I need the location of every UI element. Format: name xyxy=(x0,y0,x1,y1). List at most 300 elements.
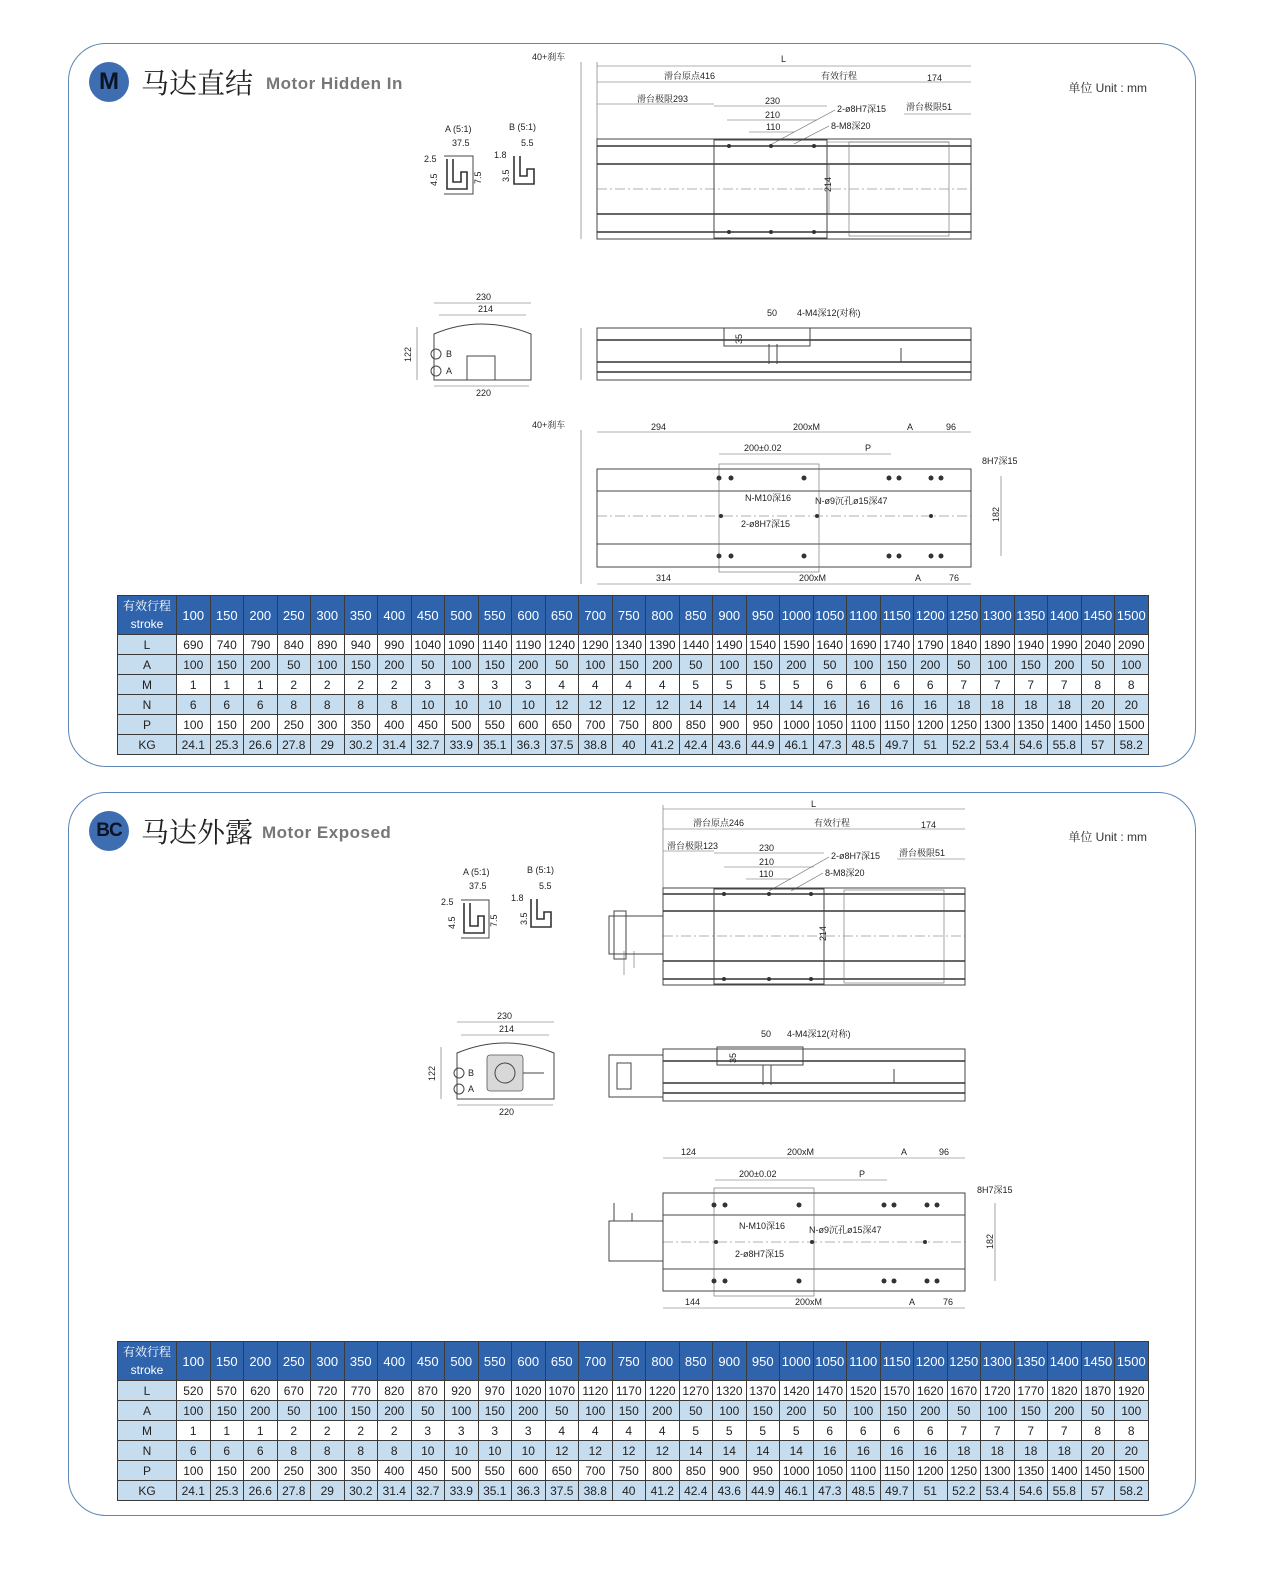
table-cell: 50 xyxy=(947,1401,981,1421)
table-cell: 150 xyxy=(210,715,244,735)
table-cell: 5 xyxy=(679,1421,713,1441)
table-cell: 48.5 xyxy=(847,1481,881,1501)
table-cell: 1290 xyxy=(579,635,613,655)
stroke-value-cell: 1100 xyxy=(847,596,881,635)
dim-314: 314 xyxy=(656,573,672,583)
dim-200-02: 200±0.02 xyxy=(739,1169,777,1179)
table-cell: 500 xyxy=(445,715,479,735)
table-cell: 900 xyxy=(713,1461,747,1481)
table-cell: 1190 xyxy=(512,635,546,655)
stroke-value-cell: 700 xyxy=(579,1342,613,1381)
table-cell: 970 xyxy=(478,1381,512,1401)
table-cell: 150 xyxy=(1014,655,1048,675)
table-cell: 100 xyxy=(177,715,211,735)
table-cell: 40 xyxy=(612,1481,646,1501)
stroke-value-cell: 300 xyxy=(311,596,345,635)
stroke-header-cn: 有效行程 xyxy=(122,599,171,613)
table-cell: 42.4 xyxy=(679,1481,713,1501)
table-cell: 940 xyxy=(344,635,378,655)
table-cell: 1 xyxy=(210,675,244,695)
table-cell: 31.4 xyxy=(378,735,412,755)
table-cell: 850 xyxy=(679,715,713,735)
dim-182: 182 xyxy=(985,1233,995,1249)
table-cell: 54.6 xyxy=(1014,1481,1048,1501)
dim-110: 110 xyxy=(759,869,774,879)
top-view-drawing xyxy=(532,51,971,239)
table-cell: 6 xyxy=(813,675,847,695)
table-cell: 1590 xyxy=(780,635,814,655)
table-cell: 1740 xyxy=(880,635,914,655)
table-cell: 36.3 xyxy=(512,1481,546,1501)
detail-b-dim1: 5.5 xyxy=(539,881,552,891)
table-cell: 2 xyxy=(277,1421,311,1441)
table-cell: 29 xyxy=(311,1481,345,1501)
table-cell: 1500 xyxy=(1115,1461,1149,1481)
dim-200m2: 200xM xyxy=(795,1297,823,1307)
table-cell: 100 xyxy=(177,655,211,675)
table-cell: 42.4 xyxy=(679,735,713,755)
table-cell: 16 xyxy=(813,1441,847,1461)
row-label-cell: M xyxy=(118,1421,177,1441)
table-cell: 18 xyxy=(1048,1441,1082,1461)
table-cell: 6 xyxy=(880,1421,914,1441)
table-cell: 27.8 xyxy=(277,735,311,755)
table-cell: 570 xyxy=(210,1381,244,1401)
table-cell: 2 xyxy=(378,675,412,695)
table-cell: 200 xyxy=(244,715,278,735)
top-view-drawing xyxy=(609,799,965,985)
table-cell: 1770 xyxy=(1014,1381,1048,1401)
table-cell: 10 xyxy=(445,1441,479,1461)
stroke-value-cell: 1350 xyxy=(1014,596,1048,635)
table-cell: 18 xyxy=(1014,695,1048,715)
table-cell: 50 xyxy=(813,1401,847,1421)
table-cell: 200 xyxy=(378,1401,412,1421)
dim-stroke: 有效行程 xyxy=(821,71,858,81)
table-cell: 600 xyxy=(512,715,546,735)
stroke-value-cell: 1150 xyxy=(880,1342,914,1381)
row-label-cell: M xyxy=(118,675,177,695)
table-cell: 26.6 xyxy=(244,1481,278,1501)
table-cell: 10 xyxy=(445,695,479,715)
dim-200m2: 200xM xyxy=(799,573,827,583)
table-cell: 1620 xyxy=(914,1381,948,1401)
table-cell: 53.4 xyxy=(981,735,1015,755)
table-cell: 3 xyxy=(411,675,445,695)
dim-e122: 122 xyxy=(403,346,413,362)
stroke-value-cell: 1300 xyxy=(981,1342,1015,1381)
table-cell: 4 xyxy=(612,675,646,695)
table-cell: 12 xyxy=(646,695,680,715)
table-cell: 10 xyxy=(478,695,512,715)
table-cell: 32.7 xyxy=(411,735,445,755)
stroke-value-cell: 250 xyxy=(277,596,311,635)
table-cell: 1040 xyxy=(411,635,445,655)
stroke-value-cell: 700 xyxy=(579,596,613,635)
dim-A: A xyxy=(901,1147,908,1157)
stroke-value-cell: 350 xyxy=(344,596,378,635)
table-cell: 14 xyxy=(746,695,780,715)
dim-2pin: 2-ø8H7深15 xyxy=(741,519,791,529)
dim-A: A xyxy=(907,422,914,432)
row-label-cell: P xyxy=(118,1461,177,1481)
table-cell: 32.7 xyxy=(411,1481,445,1501)
dim-76: 76 xyxy=(943,1297,954,1307)
table-cell: 1200 xyxy=(914,715,948,735)
detail-a-dim3: 4.5 xyxy=(429,173,439,186)
table-cell: 50 xyxy=(545,1401,579,1421)
table-cell: 16 xyxy=(880,1441,914,1461)
dim-limit-left: 滑台极限123 xyxy=(667,841,719,851)
dim-e214: 214 xyxy=(478,304,494,314)
table-cell: 1100 xyxy=(847,715,881,735)
table-cell: 5 xyxy=(679,675,713,695)
table-cell: 55.8 xyxy=(1048,1481,1082,1501)
table-cell: 200 xyxy=(914,1401,948,1421)
stroke-value-cell: 1500 xyxy=(1115,1342,1149,1381)
dim-limit-right: 滑台极限51 xyxy=(899,848,946,858)
table-cell: 450 xyxy=(411,715,445,735)
table-cell: 100 xyxy=(445,1401,479,1421)
table-cell: 150 xyxy=(746,1401,780,1421)
unit-label: 单位 Unit : mm xyxy=(1068,830,1147,844)
table-cell: 150 xyxy=(1014,1401,1048,1421)
table-cell: 14 xyxy=(713,1441,747,1461)
table-cell: 8 xyxy=(311,1441,345,1461)
table-cell: 1 xyxy=(177,1421,211,1441)
table-cell: 1250 xyxy=(947,1461,981,1481)
table-cell: 800 xyxy=(646,1461,680,1481)
table-cell: 8 xyxy=(1115,675,1149,695)
detail-a-dim1: 37.5 xyxy=(452,138,470,148)
table-cell: 1450 xyxy=(1081,715,1115,735)
spec-table xyxy=(117,595,1149,755)
dim-8h7: 8H7深15 xyxy=(982,456,1018,466)
table-cell: 7 xyxy=(1048,1421,1082,1441)
table-cell: 200 xyxy=(244,1401,278,1421)
table-cell: 200 xyxy=(378,655,412,675)
table-cell: 300 xyxy=(311,1461,345,1481)
dim-214: 214 xyxy=(818,925,828,941)
table-cell: 51 xyxy=(914,735,948,755)
table-cell: 50 xyxy=(947,655,981,675)
table-cell: 150 xyxy=(880,1401,914,1421)
table-cell: 4 xyxy=(612,1421,646,1441)
table-cell: 37.5 xyxy=(545,1481,579,1501)
table-cell: 1050 xyxy=(813,1461,847,1481)
table-cell: 870 xyxy=(411,1381,445,1401)
dim-screw: 8-M8深20 xyxy=(831,121,871,131)
dim-L: L xyxy=(781,54,787,64)
table-cell: 200 xyxy=(646,655,680,675)
table-cell: 100 xyxy=(177,1461,211,1481)
table-cell: 16 xyxy=(880,695,914,715)
stroke-value-cell: 150 xyxy=(210,1342,244,1381)
table-cell: 500 xyxy=(445,1461,479,1481)
table-cell: 37.5 xyxy=(545,735,579,755)
table-cell: 1270 xyxy=(679,1381,713,1401)
table-cell: 150 xyxy=(344,1401,378,1421)
row-label-cell: L xyxy=(118,1381,177,1401)
dim-96: 96 xyxy=(946,422,957,432)
stroke-value-cell: 1400 xyxy=(1048,596,1082,635)
dim-A2: A xyxy=(915,573,922,583)
table-cell: 150 xyxy=(880,655,914,675)
table-cell: 51 xyxy=(914,1481,948,1501)
table-cell: 890 xyxy=(311,635,345,655)
table-cell: 400 xyxy=(378,715,412,735)
row-label-cell: A xyxy=(118,1401,177,1421)
end-view-drawing xyxy=(427,1011,554,1117)
table-cell: 1490 xyxy=(713,635,747,655)
table-cell: 50 xyxy=(277,1401,311,1421)
dim-214: 214 xyxy=(823,176,833,192)
stroke-value-cell: 1100 xyxy=(847,1342,881,1381)
table-cell: 50 xyxy=(1081,1401,1115,1421)
table-row xyxy=(118,1481,1149,1501)
table-cell: 47.3 xyxy=(813,735,847,755)
detail-b-dim1: 5.5 xyxy=(521,138,534,148)
table-cell: 12 xyxy=(579,695,613,715)
dim-e220: 220 xyxy=(499,1107,515,1117)
table-cell: 6 xyxy=(914,675,948,695)
side-view-drawing xyxy=(609,1028,965,1101)
table-cell: 6 xyxy=(847,675,881,695)
end-view-drawing xyxy=(403,292,531,398)
stroke-value-cell: 450 xyxy=(411,596,445,635)
table-cell: 16 xyxy=(847,1441,881,1461)
table-cell: 1 xyxy=(244,1421,278,1441)
table-cell: 52.2 xyxy=(947,1481,981,1501)
table-cell: 650 xyxy=(545,715,579,735)
stroke-value-cell: 300 xyxy=(311,1342,345,1381)
row-label-cell: KG xyxy=(118,1481,177,1501)
dim-e220: 220 xyxy=(476,388,492,398)
table-cell: 300 xyxy=(311,715,345,735)
section-motor-exposed xyxy=(68,792,1196,1516)
dim-210: 210 xyxy=(759,857,775,867)
section-title-cn: 马达直结 xyxy=(141,67,254,100)
table-cell: 820 xyxy=(378,1381,412,1401)
table-cell: 16 xyxy=(847,695,881,715)
table-cell: 7 xyxy=(1014,1421,1048,1441)
table-cell: 3 xyxy=(445,675,479,695)
table-cell: 4 xyxy=(545,1421,579,1441)
table-cell: 6 xyxy=(244,1441,278,1461)
stroke-value-cell: 1450 xyxy=(1081,596,1115,635)
dim-124: 124 xyxy=(681,1147,697,1157)
row-label-cell: A xyxy=(118,655,177,675)
table-cell: 8 xyxy=(277,1441,311,1461)
table-cell: 10 xyxy=(411,695,445,715)
table-cell: 43.6 xyxy=(713,735,747,755)
table-cell: 8 xyxy=(1081,1421,1115,1441)
dim-e214: 214 xyxy=(499,1024,515,1034)
detail-views xyxy=(424,122,536,194)
table-cell: 6 xyxy=(244,695,278,715)
table-cell: 35.1 xyxy=(478,735,512,755)
table-cell: 1320 xyxy=(713,1381,747,1401)
stroke-value-cell: 650 xyxy=(545,596,579,635)
table-cell: 5 xyxy=(746,675,780,695)
table-cell: 1670 xyxy=(947,1381,981,1401)
table-cell: 53.4 xyxy=(981,1481,1015,1501)
dim-200m: 200xM xyxy=(793,422,821,432)
table-row xyxy=(118,735,1149,755)
dim-n9: N-ø9沉孔ø15深47 xyxy=(815,496,888,506)
table-cell: 43.6 xyxy=(713,1481,747,1501)
table-cell: 100 xyxy=(713,1401,747,1421)
section-title-en: Motor Hidden In xyxy=(266,74,403,93)
table-cell: 1420 xyxy=(780,1381,814,1401)
table-cell: 150 xyxy=(612,655,646,675)
table-cell: 1840 xyxy=(947,635,981,655)
table-cell: 57 xyxy=(1081,735,1115,755)
dim-144: 144 xyxy=(685,1297,701,1307)
stroke-value-cell: 400 xyxy=(378,1342,412,1381)
table-cell: 8 xyxy=(1081,675,1115,695)
table-cell: 16 xyxy=(914,1441,948,1461)
table-cell: 10 xyxy=(411,1441,445,1461)
table-cell: 49.7 xyxy=(880,735,914,755)
table-cell: 30.2 xyxy=(344,1481,378,1501)
table-cell: 1720 xyxy=(981,1381,1015,1401)
table-cell: 52.2 xyxy=(947,735,981,755)
table-cell: 200 xyxy=(1048,655,1082,675)
table-cell: 7 xyxy=(1048,675,1082,695)
table-cell: 12 xyxy=(579,1441,613,1461)
detail-a-dim4: 7.5 xyxy=(473,171,483,184)
table-cell: 100 xyxy=(847,655,881,675)
table-cell: 2 xyxy=(378,1421,412,1441)
table-cell: 2040 xyxy=(1081,635,1115,655)
table-cell: 600 xyxy=(512,1461,546,1481)
table-cell: 5 xyxy=(713,675,747,695)
stroke-value-cell: 650 xyxy=(545,1342,579,1381)
table-cell: 14 xyxy=(746,1441,780,1461)
table-cell: 16 xyxy=(813,695,847,715)
table-cell: 54.6 xyxy=(1014,735,1048,755)
table-cell: 1300 xyxy=(981,1461,1015,1481)
table-cell: 1000 xyxy=(780,1461,814,1481)
detail-a-label: A (5:1) xyxy=(445,124,472,134)
table-row xyxy=(118,1421,1149,1441)
table-cell: 1340 xyxy=(612,635,646,655)
table-cell: 200 xyxy=(512,1401,546,1421)
detail-b-dim3: 3.5 xyxy=(519,912,529,925)
dim-2pin: 2-ø8H7深15 xyxy=(735,1249,785,1259)
stroke-value-cell: 550 xyxy=(478,1342,512,1381)
table-cell: 6 xyxy=(177,1441,211,1461)
dim-e122: 122 xyxy=(427,1065,437,1081)
table-cell: 720 xyxy=(311,1381,345,1401)
table-cell: 5 xyxy=(746,1421,780,1441)
table-cell: 100 xyxy=(981,1401,1015,1421)
dim-230: 230 xyxy=(759,843,775,853)
dim-110: 110 xyxy=(766,122,781,132)
table-cell: 8 xyxy=(378,695,412,715)
table-cell: 50 xyxy=(679,655,713,675)
table-cell: 50 xyxy=(411,1401,445,1421)
table-row xyxy=(118,715,1149,735)
table-cell: 1820 xyxy=(1048,1381,1082,1401)
dim-230: 230 xyxy=(765,96,781,106)
table-cell: 12 xyxy=(612,1441,646,1461)
table-cell: 250 xyxy=(277,715,311,735)
row-label-cell: KG xyxy=(118,735,177,755)
table-cell: 200 xyxy=(914,655,948,675)
table-cell: 750 xyxy=(612,715,646,735)
detail-a-dim4: 7.5 xyxy=(489,914,499,927)
stroke-value-cell: 800 xyxy=(646,1342,680,1381)
stroke-value-cell: 750 xyxy=(612,596,646,635)
table-cell: 20 xyxy=(1081,695,1115,715)
table-cell: 8 xyxy=(344,1441,378,1461)
dim-e230: 230 xyxy=(476,292,492,302)
dim-limit-left: 滑台极限293 xyxy=(637,94,689,104)
dim-182: 182 xyxy=(991,506,1001,522)
table-cell: 44.9 xyxy=(746,735,780,755)
table-cell: 550 xyxy=(478,715,512,735)
table-cell: 4 xyxy=(646,1421,680,1441)
table-cell: 35.1 xyxy=(478,1481,512,1501)
table-row xyxy=(118,1381,1149,1401)
table-cell: 1370 xyxy=(746,1381,780,1401)
dim-s4m4: 4-M4深12(对称) xyxy=(787,1029,851,1039)
table-cell: 650 xyxy=(545,1461,579,1481)
table-cell: 40 xyxy=(612,735,646,755)
table-cell: 8 xyxy=(1115,1421,1149,1441)
dim-200m: 200xM xyxy=(787,1147,815,1157)
detail-a-label: A (5:1) xyxy=(463,867,490,877)
table-cell: 740 xyxy=(210,635,244,655)
table-cell: 18 xyxy=(1014,1441,1048,1461)
table-cell: 33.9 xyxy=(445,735,479,755)
table-cell: 150 xyxy=(746,655,780,675)
bottom-view-drawing xyxy=(609,1147,1013,1308)
table-cell: 1400 xyxy=(1048,715,1082,735)
dim-s35: 35 xyxy=(728,1052,738,1063)
table-cell: 2 xyxy=(344,1421,378,1441)
table-cell: 1870 xyxy=(1081,1381,1115,1401)
table-cell: 25.3 xyxy=(210,1481,244,1501)
dim-s50: 50 xyxy=(767,308,778,318)
table-cell: 10 xyxy=(478,1441,512,1461)
side-view-drawing xyxy=(581,307,971,380)
dim-screw: 8-M8深20 xyxy=(825,868,865,878)
table-cell: 100 xyxy=(713,655,747,675)
table-cell: 46.1 xyxy=(780,1481,814,1501)
table-cell: 48.5 xyxy=(847,735,881,755)
table-cell: 8 xyxy=(277,695,311,715)
bottom-view-drawing xyxy=(532,419,1018,584)
table-cell: 50 xyxy=(545,655,579,675)
table-cell: 29 xyxy=(311,735,345,755)
table-cell: 1 xyxy=(177,675,211,695)
table-cell: 620 xyxy=(244,1381,278,1401)
table-cell: 49.7 xyxy=(880,1481,914,1501)
table-cell: 41.2 xyxy=(646,1481,680,1501)
table-cell: 5 xyxy=(713,1421,747,1441)
table-cell: 20 xyxy=(1081,1441,1115,1461)
dim-brake: 40+刹车 xyxy=(532,52,566,62)
table-cell: 1250 xyxy=(947,715,981,735)
table-cell: 6 xyxy=(210,1441,244,1461)
table-cell: 50 xyxy=(813,655,847,675)
table-cell: 250 xyxy=(277,1461,311,1481)
stroke-header-en: stroke xyxy=(130,1363,164,1377)
table-cell: 38.8 xyxy=(579,735,613,755)
